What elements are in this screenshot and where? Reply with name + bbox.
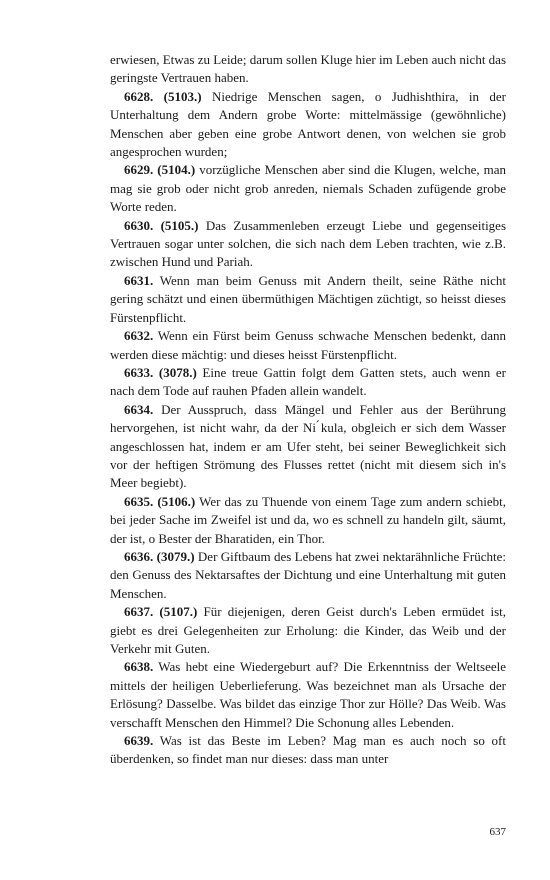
paragraph-continuation <box>110 51 506 88</box>
paragraph-6633 <box>110 364 506 401</box>
page-body <box>110 51 506 769</box>
paragraph-6635 <box>110 493 506 548</box>
paragraph-number: 6639. <box>124 733 154 749</box>
paragraph-text: Der Giftbaum des Lebens hat zwei nektarähnliche Früchte: den Genuss des Nektarsaftes der Dichtung und eine Unterhaltung mit guten Menschen. <box>110 548 506 601</box>
paragraph-text: erwiesen, Etwas zu Leide; darum sollen Kluge hier im Leben auch nicht das geringste Vertrauen haben. <box>110 52 507 86</box>
paragraph-number: 6635. (5106.) <box>124 493 196 509</box>
paragraph-text: Eine treue Gattin folgt dem Gatten stets, auch wenn er nach dem Tode auf rauhen Pfaden allein wandelt. <box>110 364 506 399</box>
paragraph-text: Wenn ein Fürst beim Genuss schwache Menschen bedenkt, dann werden diese mächtig: und dieses heisst Fürstenpflicht. <box>110 328 506 362</box>
paragraph-number: 6632. <box>124 328 154 344</box>
paragraph-6636 <box>110 548 506 603</box>
paragraph-number: 6633. (3078.) <box>124 364 197 380</box>
paragraph-text: Der Ausspruch, dass Mängel und Fehler aus der Berührung hervorgehen, ist nicht wahr, da der Ni ́kula, obgleich er sich dem Wasser angeschlossen hat, indem er am Ufer steht, bei seiner Beweglichkeit sich vor der heftigen Strömung des Flusses rettet (nicht mit diesem sich in's Meer begiebt). <box>110 401 507 491</box>
paragraph-6634 <box>110 401 506 493</box>
paragraph-text: Was hebt eine Wiedergeburt auf? Die Erkenntniss der Weltseele mittels der heiligen Ueberlieferung. Was bezeichnet man als Ursache der Erlösung? Dasselbe. Was bildet das einzige Thor zur Hölle? Das Weib. Was verschafft Menschen den Himmel? Die Schonung alles Lebenden. <box>110 659 507 730</box>
paragraph-text: Wenn man beim Genuss mit Andern theilt, seine Räthe nicht gering schätzt und einen übermüthigen Mächtigen züchtigt, so heisst dieses Fürstenpflicht. <box>110 272 506 325</box>
paragraph-6637 <box>110 603 506 658</box>
paragraph-text: Niedrige Menschen sagen, o Judhishthira, in der Unterhaltung dem Andern grobe Worte: mittelmässige (gewöhnliche) Menschen aber geben eine grobe Antwort denen, von welchen sie grob angesprochen wurden; <box>110 88 506 160</box>
paragraph-6638 <box>110 658 506 732</box>
paragraph-number: 6634. <box>124 401 154 417</box>
paragraph-number: 6638. <box>124 659 154 675</box>
paragraph-6629 <box>110 161 506 216</box>
paragraph-number: 6636. (3079.) <box>124 548 195 564</box>
page-number: 637 <box>489 826 506 838</box>
paragraph-text: Für diejenigen, deren Geist durch's Leben ermüdet ist, giebt es drei Gelegenheiten zur Erholung: die Kinder, das Weib und der Verkehr mit Guten. <box>110 604 507 656</box>
paragraph-text: Was ist das Beste im Leben? Mag man es auch noch so oft überdenken, so findet man nur dieses: dass man unter <box>110 733 506 767</box>
paragraph-6632 <box>110 327 506 364</box>
paragraph-text: Wer das zu Thuende von einem Tage zum andern schiebt, bei jeder Sache im Zweifel ist und da, wo es schnell zu handeln gilt, säumt, der ist, o Bester der Bharatiden, ein Thor. <box>110 493 506 546</box>
paragraph-number: 6631. <box>124 272 154 288</box>
paragraph-6630 <box>110 217 506 272</box>
paragraph-6631 <box>110 272 506 327</box>
paragraph-6628 <box>110 88 506 162</box>
paragraph-text: vorzügliche Menschen aber sind die Klugen, welche, man mag sie grob oder nicht grob anreden, niemals Schaden zufügende grobe Worte reden. <box>110 162 506 215</box>
paragraph-number: 6629. (5104.) <box>124 162 196 178</box>
paragraph-6639 <box>110 732 506 769</box>
paragraph-text: Das Zusammenleben erzeugt Liebe und gegenseitiges Vertrauen sogar unter solchen, die sich nach dem Leben trachten, wie z.B. zwischen Hund und Pariah. <box>110 217 507 270</box>
paragraph-number: 6628. (5103.) <box>124 88 202 104</box>
paragraph-number: 6630. (5105.) <box>124 217 199 233</box>
paragraph-number: 6637. (5107.) <box>124 604 198 620</box>
